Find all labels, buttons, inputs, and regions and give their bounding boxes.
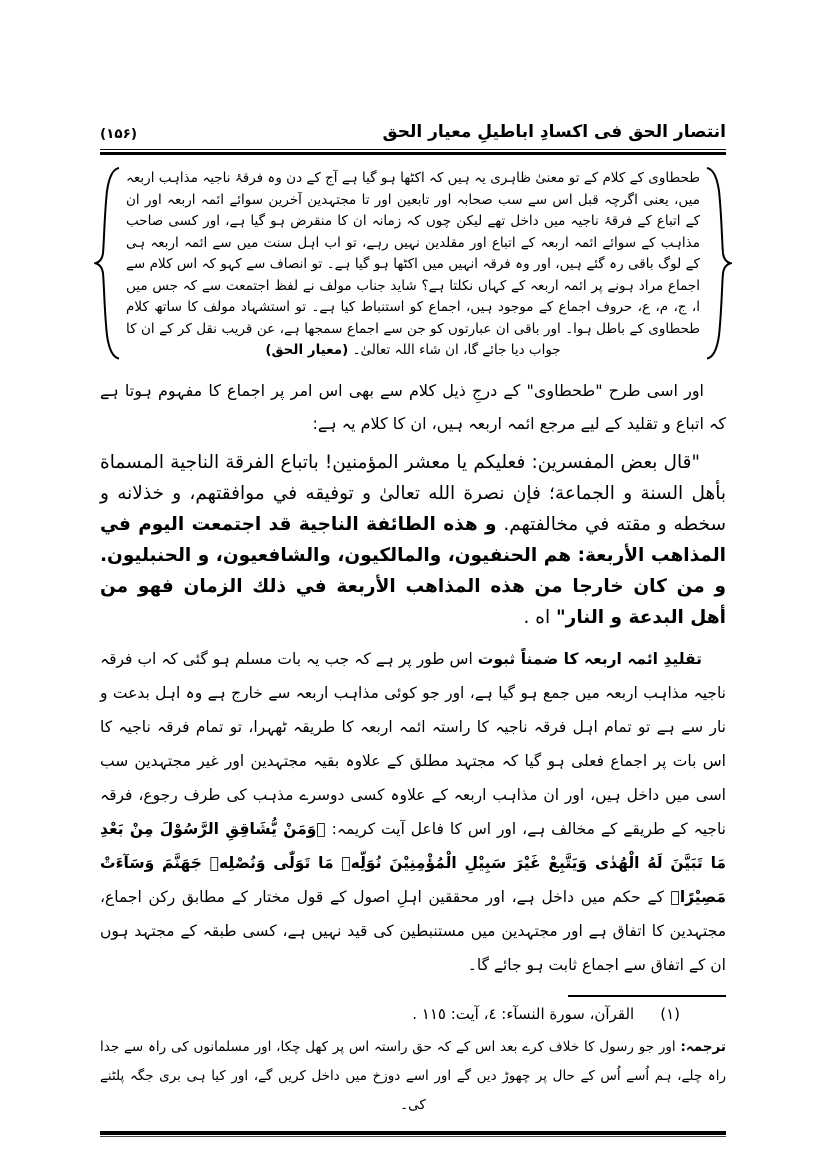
translation-label: ترجمہ: — [680, 1038, 726, 1055]
main-paragraph — [100, 642, 726, 982]
right-brace-ornament — [706, 165, 732, 362]
main-paragraph-body2: کے حکم میں داخل ہے، اور محققین اہلِ اصول کے قول مختار کے مطابق رکن اجماع، مجتہدین کا اتفاق ہے اور مجتہدین میں مستنبطین کی قید نہیں ہے، کسی طبقہ کے مجتہد ہوں ان کے اتفاق سے اجماع ثابت ہو جائے گا۔ — [100, 887, 726, 974]
translation-text: اور جو رسول کا خلاف کرے بعد اس کے کہ حق راستہ اس پر کھل چکا، اور مسلمانوں کی راہ سے جدا راہ چلے، ہم اُسے اُس کے حال پر چھوڑ دیں گے اور اسے دوزخ میں داخل کریں گے، اور کیا ہی بری جگہ پلٹنے کی۔ — [100, 1038, 726, 1113]
footnote-divider — [568, 995, 726, 997]
main-paragraph-lead: تقلیدِ ائمہ اربعہ کا ضمناً ثبوت — [477, 649, 702, 668]
main-paragraph-body1: اس طور پر ہے کہ جب یہ بات مسلم ہو گئی کہ اب فرقہ ناجیہ مذاہب اربعہ میں جمع ہو گیا ہے، اور جو کوئی مذاہب اربعہ سے خارج ہے وہ اہل بدعت و نار سے ہے تو تمام اہل فرقہ ناجیہ کا راستہ ائمہ اربعہ کا طریقہ ٹھہرا، تو تمام فرقہ ناجیہ کا اس بات پر اجماع فعلی ہو گیا کہ مجتہد مطلق کے علاوہ بقیہ مجتہدین اور غیر مجتہدین سب اسی میں داخل ہیں، اور ان مذاہب اربعہ کے علاوہ کسی دوسرے مذہب کی طرف رجوع، فرقہ ناجیہ کے طریقے کے مخالف ہے، اور اس کا فاعل آیت کریمہ: — [100, 649, 726, 838]
page-header — [100, 122, 726, 149]
book-title: انتصار الحق فی اکسادِ اباطیلِ معیار الحق — [382, 122, 726, 142]
quran-verse: ﴿وَمَنْ يُّشَاقِقِ الرَّسُوْلَ مِنْ بَعْدِ مَا تَبَيَّنَ لَهُ الْهُدٰى وَيَتَّبِعْ غَيْرَ سَبِيْلِ الْمُؤْمِنِيْنَ نُوَلِّهٖ مَا تَوَلّٰى وَنُصْلِهٖ جَهَنَّمَ وَسَآءَتْ مَصِيْرًا﴾ — [100, 819, 726, 906]
left-brace-ornament — [94, 165, 120, 362]
note-paragraph — [126, 165, 700, 362]
header-divider — [100, 149, 726, 155]
note-source: (معیار الحق) — [265, 342, 349, 358]
bottom-border — [100, 1131, 726, 1137]
arabic-quotation — [100, 447, 726, 633]
intro-paragraph: اور اسی طرح "طحطاوی" کے درجِ ذیل کلام سے بھی اس امر پر اجماع کا مفہوم ہوتا ہے کہ اتباع و تقلید کے لیے مرجع ائمہ اربعہ ہیں، ان کا کلام یہ ہے: — [100, 380, 726, 433]
quoted-note-box — [100, 165, 726, 362]
footnote-reference: القرآن، سورة النسآء: ٤، آیت: ١١٥ . — [412, 1004, 635, 1023]
arabic-quote-opening: "قال بعض المفسرين: فعليكم يا معشر المؤمنين! باتباع الفرقة الناجية المسماة بأهل السنة و الجماعة؛ فإن نصرة الله تعالىٰ و توفيقه في موافقتهم، و خذلانه و سخطه و مقته في مخالفتهم. — [100, 451, 726, 535]
page-number: (۱۵۶) — [100, 126, 138, 142]
note-body: طحطاوی کے کلام کے تو معنیٰ ظاہری یہ ہیں کہ اکٹھا ہو گیا ہے آج کے دن وہ فرقۂ ناجیہ مذاہب اربعہ میں، یعنی اگرچہ قبل اس سے سب صحابہ اور تابعین اور تا مجتہدین آخرین سوائے ائمہ اربعہ اور ان کے اتباع کے فرقۂ ناجیہ میں داخل تھے لیکن چوں کہ زمانہ ان کا منقرض ہو گیا ہے، اور کسی صاحب مذاہب کے سوائے ائمہ اربعہ کے اتباع اور مقلدین نہیں رہے، تو اب اہل سنت میں سے ائمہ اربعہ ہی کے لوگ باقی رہ گئے ہیں، اور وہ فرقہ انہیں میں اکٹھا ہو گیا ہے۔ تو انصاف سے کہو کہ اس کلام سے اجماع مراد ہونے پر ائمہ اربعہ کے کہاں نکلتا ہے؟ شاید جناب مولف نے لفظ اجتمعت سے کہ جس میں ا، ج، م، ع، حروف اجماع کے موجود ہیں، اجماع کو استنباط کیا ہے۔ تو استشہاد مولف کا ساتھ کلام طحطاوی کے باطل ہوا۔ اور باقی ان عبارتوں کو جن سے اجماع سمجھا ہے، عن قریب نقل کر کے ان کا جواب دیا جائے گا، ان شاء اللہ تعالیٰ۔ — [126, 170, 700, 358]
arabic-quote-closing: اه . — [523, 606, 557, 628]
footnote-reference-line — [100, 1002, 726, 1026]
arabic-quote-bold: و هذه الطائفة الناجية قد اجتمعت اليوم في المذاهب الأربعة: هم الحنفيون، والمالكيون، والشافعيون، و الحنبليون. و من كان خارجا من هذه المذاهب الأربعة في ذلك الزمان فهو من أهل البدعة و النار" — [100, 513, 726, 628]
footnote-translation — [100, 1033, 726, 1120]
footnote-marker: (١) — [660, 1004, 680, 1023]
